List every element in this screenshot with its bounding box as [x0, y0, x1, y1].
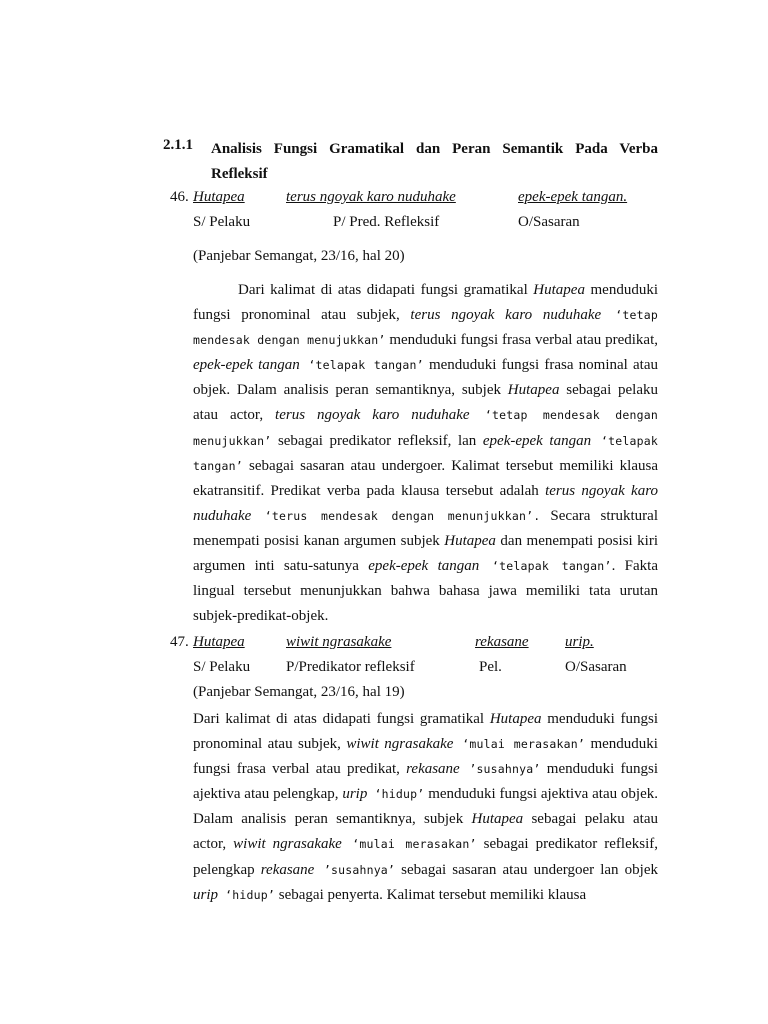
javanese-term: wiwit ngrasakake — [233, 836, 342, 853]
example-46-word: terus ngoyak karo nuduhake — [286, 189, 456, 205]
javanese-term: Hutapea — [471, 811, 524, 828]
example-47-role: Pel. — [479, 659, 502, 675]
section-title: Analisis Fungsi Gramatikal dan Peran Semantik Pada Verba Refleksif — [211, 141, 658, 182]
example-46-word: epek-epek tangan. — [518, 189, 628, 205]
gloss-text: ‘hidup’ — [218, 887, 276, 902]
body-text: sebagai pelaku atau actor, — [193, 382, 658, 424]
example-47-number: 47. — [170, 634, 189, 650]
body-text: menduduki fungsi pronominal atau subjek, — [193, 282, 658, 324]
example-46-source: (Panjebar Semangat, 23/16, hal 20) — [193, 248, 405, 264]
body-text: menduduki fungsi frasa verbal atau predikat, — [193, 736, 658, 778]
body-text: menduduki fungsi ajektiva atau pelengkap, — [193, 761, 659, 803]
javanese-term: Hutapea — [533, 282, 585, 298]
gloss-text: ‘mulai merasakan’ — [341, 837, 477, 852]
gloss-text: ‘tetap mendesak dengan menujukkan’ — [193, 408, 658, 448]
example-47-source: (Panjebar Semangat, 23/16, hal 19) — [193, 684, 405, 700]
javanese-term: rekasane — [260, 861, 315, 878]
example-47-role: O/Sasaran — [565, 659, 627, 675]
example-47-word: wiwit ngrasakake — [286, 634, 392, 650]
body-text: sebagai predikator refleksif, pelengkap — [193, 836, 658, 878]
body-text: sebagai sasaran atau undergoer. Kalimat tersebut memiliki klausa ekatransitif. Predikat verba pada klausa tersebut adalah — [193, 457, 658, 499]
body-text: sebagai predikator refleksif, lan — [271, 432, 483, 449]
gloss-text: ‘telapak tangan’ — [299, 358, 424, 373]
body-text: sebagai pelaku atau actor, — [193, 811, 659, 853]
body-text: . Fakta lingual tersebut menunjukkan bahwa bahasa jawa memiliki tata urutan subjek-predikat-objek. — [193, 558, 658, 625]
javanese-term: urip — [342, 786, 368, 803]
gloss-text: ‘telapak tangan’ — [193, 433, 659, 473]
body-text: menduduki fungsi frasa verbal atau predikat, — [385, 332, 658, 349]
javanese-term: wiwit ngrasakake — [346, 736, 454, 753]
gloss-text: ‘hidup’ — [367, 787, 425, 802]
section-number: 2.1.1 — [163, 137, 193, 153]
example-47-word: Hutapea — [193, 634, 245, 650]
example-47-role: S/ Pelaku — [193, 659, 251, 675]
gloss-text: ‘telapak tangan’ — [479, 559, 612, 574]
javanese-term: Hutapea — [444, 532, 496, 549]
gloss-text: ’susahnya’ — [459, 762, 541, 777]
analysis-paragraph-47 — [193, 707, 658, 908]
example-46-number: 46. — [170, 189, 189, 205]
javanese-term: epek-epek tangan — [482, 432, 592, 449]
gloss-text: ‘tetap mendesak dengan menujukkan’ — [193, 308, 658, 348]
example-47-word: urip. — [565, 634, 594, 650]
javanese-term: Hutapea — [507, 382, 560, 399]
javanese-term: terus ngoyak karo nuduhake — [410, 307, 602, 324]
example-46-role: O/Sasaran — [518, 214, 580, 230]
analysis-paragraph-46 — [193, 278, 658, 629]
body-text: Dari kalimat di atas didapati fungsi gramatikal — [193, 711, 490, 727]
body-text: Secara struktural menempati posisi kanan argumen subjek — [193, 507, 658, 549]
example-47-role: P/Predikator refleksif — [286, 659, 415, 675]
example-47-word: rekasane — [475, 634, 529, 650]
body-text: sebagai penyerta. Kalimat tersebut memiliki klausa — [275, 886, 587, 903]
body-text: dan menempati posisi kiri argumen inti satu-satunya — [193, 532, 659, 575]
javanese-term: terus ngoyak karo nuduhake — [275, 407, 470, 424]
gloss-text: ’susahnya’ — [314, 862, 396, 877]
javanese-term: Hutapea — [489, 711, 542, 727]
javanese-term: epek-epek tangan — [368, 558, 480, 575]
body-text: sebagai sasaran atau undergoer lan objek — [395, 861, 658, 878]
gloss-text: ‘mulai merasakan’ — [453, 737, 586, 752]
example-46-role: P/ Pred. Refleksif — [333, 214, 440, 230]
javanese-term: terus ngoyak karo nuduhake — [193, 482, 658, 524]
example-46-word: Hutapea — [193, 189, 245, 205]
body-text: Dari kalimat di atas didapati fungsi gramatikal — [238, 282, 534, 298]
body-text: menduduki fungsi frasa nominal atau objek. Dalam analisis peran semantiknya, subjek — [193, 357, 658, 399]
gloss-text: ‘terus mendesak dengan menunjukkan’. — [251, 508, 541, 523]
body-text: menduduki fungsi pronominal atau subjek, — [193, 711, 658, 753]
example-46-role: S/ Pelaku — [193, 214, 251, 230]
javanese-term: epek-epek tangan — [193, 357, 300, 374]
javanese-term: urip — [193, 886, 219, 903]
javanese-term: rekasane — [406, 761, 460, 778]
body-text: menduduki fungsi ajektiva atau objek. Dalam analisis peran semantiknya, subjek — [193, 786, 658, 828]
